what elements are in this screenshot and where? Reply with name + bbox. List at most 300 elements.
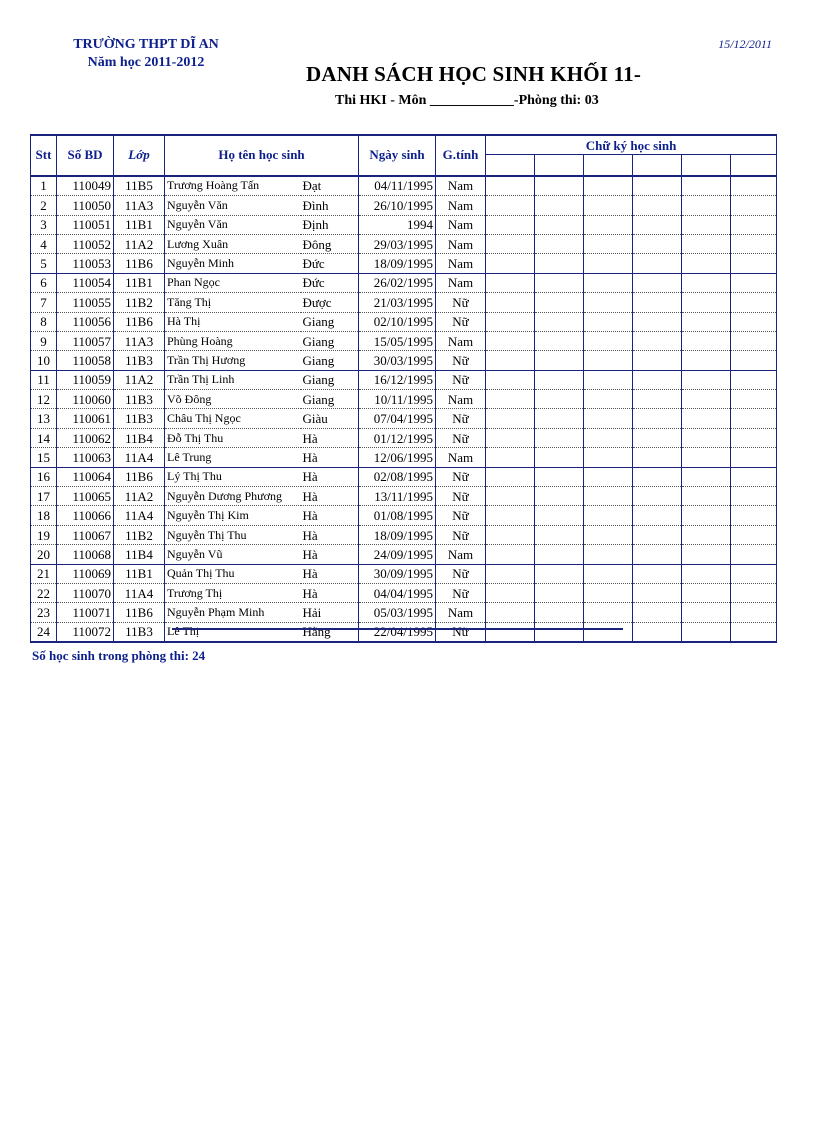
signature-cell[interactable] bbox=[486, 215, 535, 234]
table-row bbox=[31, 622, 777, 642]
signature-cell[interactable] bbox=[682, 487, 731, 506]
signature-cell[interactable] bbox=[633, 506, 682, 525]
cell-ngaysinh: 18/09/1995 bbox=[359, 525, 436, 544]
cell-sbd: 110063 bbox=[57, 448, 114, 467]
cell-sbd: 110071 bbox=[57, 603, 114, 622]
cell-gioitinh: Nữ bbox=[436, 487, 486, 506]
cell-gioitinh: Nam bbox=[436, 545, 486, 564]
signature-cell[interactable] bbox=[633, 622, 682, 642]
signature-cell[interactable] bbox=[535, 622, 584, 642]
signature-cell[interactable] bbox=[486, 487, 535, 506]
signature-cell[interactable] bbox=[584, 254, 633, 273]
cell-stt: 3 bbox=[31, 215, 57, 234]
signature-cell[interactable] bbox=[633, 467, 682, 486]
cell-sbd: 110062 bbox=[57, 428, 114, 447]
cell-ngaysinh: 22/04/1995 bbox=[359, 622, 436, 642]
signature-cell[interactable] bbox=[731, 409, 777, 428]
cell-stt: 11 bbox=[31, 370, 57, 389]
cell-gioitinh: Nữ bbox=[436, 428, 486, 447]
signature-cell[interactable] bbox=[486, 545, 535, 564]
cell-gioitinh: Nam bbox=[436, 196, 486, 215]
signature-cell[interactable] bbox=[633, 487, 682, 506]
cell-gioitinh: Nam bbox=[436, 603, 486, 622]
signature-cell[interactable] bbox=[535, 215, 584, 234]
signature-cell[interactable] bbox=[633, 331, 682, 350]
cell-gioitinh: Nữ bbox=[436, 564, 486, 583]
signature-cell[interactable] bbox=[535, 467, 584, 486]
cell-ngaysinh: 29/03/1995 bbox=[359, 234, 436, 253]
signature-cell[interactable] bbox=[486, 428, 535, 447]
cell-ten: Hà bbox=[301, 545, 359, 564]
school-header bbox=[58, 36, 234, 72]
cell-stt: 6 bbox=[31, 273, 57, 292]
signature-cell[interactable] bbox=[535, 487, 584, 506]
cell-lop: 11A3 bbox=[114, 196, 165, 215]
signature-cell[interactable] bbox=[535, 176, 584, 196]
cell-sbd: 110057 bbox=[57, 331, 114, 350]
signature-cell[interactable] bbox=[633, 196, 682, 215]
table-row bbox=[31, 312, 777, 331]
cell-ho: Nguyễn Văn bbox=[165, 196, 301, 215]
signature-cell[interactable] bbox=[633, 273, 682, 292]
signature-cell[interactable] bbox=[633, 583, 682, 602]
signature-cell[interactable] bbox=[731, 196, 777, 215]
table-row bbox=[31, 176, 777, 196]
signature-cell[interactable] bbox=[682, 545, 731, 564]
cell-ngaysinh: 24/09/1995 bbox=[359, 545, 436, 564]
cell-ho: Châu Thị Ngọc bbox=[165, 409, 301, 428]
cell-lop: 11B4 bbox=[114, 428, 165, 447]
signature-cell[interactable] bbox=[584, 448, 633, 467]
footer-rule bbox=[172, 628, 623, 630]
signature-cell[interactable] bbox=[633, 390, 682, 409]
cell-ten: Hà bbox=[301, 525, 359, 544]
cell-ho: Lê Trung bbox=[165, 448, 301, 467]
signature-cell[interactable] bbox=[535, 525, 584, 544]
signature-cell[interactable] bbox=[584, 370, 633, 389]
cell-ten: Đức bbox=[301, 254, 359, 273]
table-row bbox=[31, 370, 777, 389]
signature-cell[interactable] bbox=[486, 331, 535, 350]
signature-cell[interactable] bbox=[486, 448, 535, 467]
signature-cell[interactable] bbox=[584, 409, 633, 428]
cell-gioitinh: Nam bbox=[436, 215, 486, 234]
table-row bbox=[31, 196, 777, 215]
cell-ten: Giang bbox=[301, 312, 359, 331]
signature-cell[interactable] bbox=[486, 564, 535, 583]
cell-gioitinh: Nữ bbox=[436, 583, 486, 602]
cell-ngaysinh: 01/12/1995 bbox=[359, 428, 436, 447]
cell-ho: Trần Thị Linh bbox=[165, 370, 301, 389]
cell-sbd: 110070 bbox=[57, 583, 114, 602]
table-row bbox=[31, 603, 777, 622]
signature-cell[interactable] bbox=[486, 254, 535, 273]
cell-stt: 19 bbox=[31, 525, 57, 544]
cell-ngaysinh: 01/08/1995 bbox=[359, 506, 436, 525]
signature-cell[interactable] bbox=[535, 331, 584, 350]
cell-stt: 21 bbox=[31, 564, 57, 583]
signature-cell[interactable] bbox=[731, 312, 777, 331]
cell-ngaysinh: 30/03/1995 bbox=[359, 351, 436, 370]
signature-cell[interactable] bbox=[535, 370, 584, 389]
cell-stt: 9 bbox=[31, 331, 57, 350]
sig-subheader bbox=[486, 155, 535, 174]
cell-ten: Hà bbox=[301, 506, 359, 525]
cell-ngaysinh: 15/05/1995 bbox=[359, 331, 436, 350]
table-row bbox=[31, 487, 777, 506]
signature-cell[interactable] bbox=[486, 622, 535, 642]
cell-stt: 5 bbox=[31, 254, 57, 273]
cell-ngaysinh: 07/04/1995 bbox=[359, 409, 436, 428]
cell-sbd: 110055 bbox=[57, 293, 114, 312]
cell-ngaysinh: 30/09/1995 bbox=[359, 564, 436, 583]
table-row bbox=[31, 351, 777, 370]
signature-cell[interactable] bbox=[633, 564, 682, 583]
cell-stt: 18 bbox=[31, 506, 57, 525]
signature-cell[interactable] bbox=[486, 603, 535, 622]
table-row bbox=[31, 273, 777, 292]
cell-sbd: 110072 bbox=[57, 622, 114, 642]
cell-ho: Đỗ Thị Thu bbox=[165, 428, 301, 447]
table-row bbox=[31, 467, 777, 486]
signature-cell[interactable] bbox=[633, 603, 682, 622]
cell-stt: 20 bbox=[31, 545, 57, 564]
signature-cell[interactable] bbox=[584, 603, 633, 622]
cell-lop: 11B3 bbox=[114, 409, 165, 428]
cell-ngaysinh: 18/09/1995 bbox=[359, 254, 436, 273]
signature-cell[interactable] bbox=[731, 428, 777, 447]
cell-sbd: 110059 bbox=[57, 370, 114, 389]
signature-cell[interactable] bbox=[682, 448, 731, 467]
cell-gioitinh: Nữ bbox=[436, 506, 486, 525]
signature-cell[interactable] bbox=[584, 622, 633, 642]
signature-cell[interactable] bbox=[633, 409, 682, 428]
signature-cell[interactable] bbox=[584, 234, 633, 253]
signature-cell[interactable] bbox=[535, 564, 584, 583]
signature-cell[interactable] bbox=[682, 234, 731, 253]
signature-cell[interactable] bbox=[682, 409, 731, 428]
signature-cell[interactable] bbox=[682, 331, 731, 350]
signature-cell[interactable] bbox=[486, 312, 535, 331]
cell-ho: Trương Thị bbox=[165, 583, 301, 602]
table-row bbox=[31, 234, 777, 253]
signature-cell[interactable] bbox=[682, 467, 731, 486]
cell-sbd: 110056 bbox=[57, 312, 114, 331]
signature-cell[interactable] bbox=[731, 545, 777, 564]
signature-cell[interactable] bbox=[731, 176, 777, 196]
signature-cell[interactable] bbox=[682, 564, 731, 583]
signature-cell[interactable] bbox=[584, 583, 633, 602]
signature-cell[interactable] bbox=[731, 273, 777, 292]
cell-gioitinh: Nữ bbox=[436, 293, 486, 312]
cell-lop: 11A2 bbox=[114, 487, 165, 506]
cell-ten: Hà bbox=[301, 428, 359, 447]
cell-ho: Trần Thị Hương bbox=[165, 351, 301, 370]
signature-cell[interactable] bbox=[535, 583, 584, 602]
signature-cell[interactable] bbox=[535, 351, 584, 370]
cell-lop: 11A3 bbox=[114, 331, 165, 350]
table-row bbox=[31, 293, 777, 312]
cell-ho: Trương Hoàng Tấn bbox=[165, 176, 301, 196]
cell-sbd: 110052 bbox=[57, 234, 114, 253]
sig-subheader bbox=[584, 155, 633, 174]
cell-ten: Đông bbox=[301, 234, 359, 253]
signature-cell[interactable] bbox=[731, 331, 777, 350]
cell-ten: Giàu bbox=[301, 409, 359, 428]
signature-cell[interactable] bbox=[584, 428, 633, 447]
signature-cell[interactable] bbox=[633, 312, 682, 331]
signature-cell[interactable] bbox=[682, 215, 731, 234]
table-row bbox=[31, 583, 777, 602]
cell-ten: Hằng bbox=[301, 622, 359, 642]
cell-ten: Hà bbox=[301, 448, 359, 467]
cell-stt: 1 bbox=[31, 176, 57, 196]
col-ngaysinh-header: Ngày sinh bbox=[359, 135, 436, 174]
cell-lop: 11B5 bbox=[114, 176, 165, 196]
signature-cell[interactable] bbox=[584, 196, 633, 215]
signature-cell[interactable] bbox=[584, 506, 633, 525]
cell-gioitinh: Nam bbox=[436, 273, 486, 292]
cell-sbd: 110051 bbox=[57, 215, 114, 234]
signature-cell[interactable] bbox=[633, 448, 682, 467]
signature-cell[interactable] bbox=[486, 506, 535, 525]
table-row bbox=[31, 525, 777, 544]
signature-cell[interactable] bbox=[731, 622, 777, 642]
cell-gioitinh: Nữ bbox=[436, 622, 486, 642]
cell-ten: Giang bbox=[301, 390, 359, 409]
cell-stt: 7 bbox=[31, 293, 57, 312]
cell-gioitinh: Nam bbox=[436, 331, 486, 350]
cell-lop: 11B1 bbox=[114, 215, 165, 234]
signature-cell[interactable] bbox=[731, 254, 777, 273]
signature-cell[interactable] bbox=[682, 583, 731, 602]
page-title: DANH SÁCH HỌC SINH KHỐI 11- bbox=[306, 62, 642, 86]
cell-ngaysinh: 04/11/1995 bbox=[359, 176, 436, 196]
signature-cell[interactable] bbox=[633, 176, 682, 196]
col-hoten-header: Họ tên học sinh bbox=[165, 135, 359, 174]
signature-cell[interactable] bbox=[584, 564, 633, 583]
signature-cell[interactable] bbox=[535, 293, 584, 312]
cell-stt: 22 bbox=[31, 583, 57, 602]
sig-subheader bbox=[535, 155, 584, 174]
signature-cell[interactable] bbox=[633, 370, 682, 389]
signature-cell[interactable] bbox=[682, 622, 731, 642]
signature-cell[interactable] bbox=[633, 525, 682, 544]
signature-cell[interactable] bbox=[731, 467, 777, 486]
cell-ho: Phan Ngọc bbox=[165, 273, 301, 292]
signature-cell[interactable] bbox=[584, 312, 633, 331]
signature-cell[interactable] bbox=[731, 293, 777, 312]
signature-cell[interactable] bbox=[584, 273, 633, 292]
signature-cell[interactable] bbox=[731, 525, 777, 544]
signature-cell[interactable] bbox=[535, 506, 584, 525]
signature-cell[interactable] bbox=[535, 428, 584, 447]
signature-cell[interactable] bbox=[682, 351, 731, 370]
cell-stt: 2 bbox=[31, 196, 57, 215]
signature-cell[interactable] bbox=[682, 254, 731, 273]
signature-cell[interactable] bbox=[584, 293, 633, 312]
page-subtitle: Thi HKI - Môn ____________-Phòng thi: 03 bbox=[335, 93, 599, 108]
signature-cell[interactable] bbox=[731, 390, 777, 409]
signature-cell[interactable] bbox=[633, 293, 682, 312]
signature-cell[interactable] bbox=[584, 331, 633, 350]
signature-cell[interactable] bbox=[486, 176, 535, 196]
cell-stt: 12 bbox=[31, 390, 57, 409]
cell-sbd: 110065 bbox=[57, 487, 114, 506]
signature-cell[interactable] bbox=[731, 603, 777, 622]
signature-cell[interactable] bbox=[486, 293, 535, 312]
cell-ten: Định bbox=[301, 215, 359, 234]
signature-cell[interactable] bbox=[633, 215, 682, 234]
cell-ten: Hải bbox=[301, 603, 359, 622]
cell-lop: 11B1 bbox=[114, 564, 165, 583]
signature-cell[interactable] bbox=[731, 506, 777, 525]
cell-lop: 11A4 bbox=[114, 448, 165, 467]
signature-cell[interactable] bbox=[633, 351, 682, 370]
signature-cell[interactable] bbox=[486, 351, 535, 370]
cell-gioitinh: Nữ bbox=[436, 351, 486, 370]
signature-cell[interactable] bbox=[633, 234, 682, 253]
signature-cell[interactable] bbox=[682, 506, 731, 525]
cell-lop: 11B6 bbox=[114, 467, 165, 486]
cell-stt: 4 bbox=[31, 234, 57, 253]
signature-cell[interactable] bbox=[731, 215, 777, 234]
signature-cell[interactable] bbox=[486, 390, 535, 409]
signature-cell[interactable] bbox=[486, 525, 535, 544]
signature-cell[interactable] bbox=[682, 390, 731, 409]
signature-cell[interactable] bbox=[535, 312, 584, 331]
signature-cell[interactable] bbox=[633, 428, 682, 447]
school-name: TRƯỜNG THPT DĨ AN bbox=[73, 37, 219, 52]
signature-cell[interactable] bbox=[682, 525, 731, 544]
cell-lop: 11A4 bbox=[114, 583, 165, 602]
signature-cell[interactable] bbox=[682, 312, 731, 331]
signature-cell[interactable] bbox=[584, 176, 633, 196]
cell-ngaysinh: 02/08/1995 bbox=[359, 467, 436, 486]
signature-cell[interactable] bbox=[731, 564, 777, 583]
signature-cell[interactable] bbox=[682, 428, 731, 447]
signature-cell[interactable] bbox=[682, 176, 731, 196]
cell-sbd: 110049 bbox=[57, 176, 114, 196]
signature-cell[interactable] bbox=[486, 196, 535, 215]
cell-lop: 11A2 bbox=[114, 370, 165, 389]
cell-lop: 11B6 bbox=[114, 254, 165, 273]
signature-cell[interactable] bbox=[584, 487, 633, 506]
signature-cell[interactable] bbox=[584, 390, 633, 409]
cell-ho: Nguyễn Vũ bbox=[165, 545, 301, 564]
table-row bbox=[31, 448, 777, 467]
cell-ngaysinh: 16/12/1995 bbox=[359, 370, 436, 389]
signature-cell[interactable] bbox=[633, 545, 682, 564]
cell-ten: Hà bbox=[301, 583, 359, 602]
signature-cell[interactable] bbox=[535, 545, 584, 564]
col-gtinh-header: G.tính bbox=[436, 135, 486, 174]
student-table bbox=[30, 134, 777, 643]
school-year: Năm học 2011-2012 bbox=[87, 55, 205, 70]
cell-ngaysinh: 1994 bbox=[359, 215, 436, 234]
cell-lop: 11A2 bbox=[114, 234, 165, 253]
cell-sbd: 110061 bbox=[57, 409, 114, 428]
sig-subheader bbox=[633, 155, 682, 174]
signature-cell[interactable] bbox=[731, 487, 777, 506]
cell-lop: 11B3 bbox=[114, 622, 165, 642]
cell-ngaysinh: 26/10/1995 bbox=[359, 196, 436, 215]
signature-cell[interactable] bbox=[682, 293, 731, 312]
signature-cell[interactable] bbox=[633, 254, 682, 273]
signature-cell[interactable] bbox=[535, 273, 584, 292]
signature-cell[interactable] bbox=[584, 467, 633, 486]
cell-ho: Nguyễn Dương Phương bbox=[165, 487, 301, 506]
signature-cell[interactable] bbox=[584, 525, 633, 544]
cell-ten: Hà bbox=[301, 564, 359, 583]
signature-cell[interactable] bbox=[682, 370, 731, 389]
signature-cell[interactable] bbox=[731, 351, 777, 370]
signature-cell[interactable] bbox=[535, 448, 584, 467]
signature-cell[interactable] bbox=[535, 234, 584, 253]
signature-cell[interactable] bbox=[682, 273, 731, 292]
cell-gioitinh: Nữ bbox=[436, 312, 486, 331]
table-row bbox=[31, 428, 777, 447]
cell-lop: 11B4 bbox=[114, 545, 165, 564]
signature-cell[interactable] bbox=[486, 409, 535, 428]
cell-ten: Hà bbox=[301, 467, 359, 486]
signature-cell[interactable] bbox=[486, 370, 535, 389]
signature-cell[interactable] bbox=[535, 603, 584, 622]
signature-cell[interactable] bbox=[535, 390, 584, 409]
cell-ho: Nguyễn Văn bbox=[165, 215, 301, 234]
print-date: 15/12/2011 bbox=[718, 37, 772, 51]
signature-cell[interactable] bbox=[486, 234, 535, 253]
cell-stt: 16 bbox=[31, 467, 57, 486]
signature-cell[interactable] bbox=[584, 545, 633, 564]
cell-gioitinh: Nam bbox=[436, 254, 486, 273]
cell-gioitinh: Nữ bbox=[436, 370, 486, 389]
cell-stt: 17 bbox=[31, 487, 57, 506]
student-count: Số học sinh trong phòng thi: 24 bbox=[32, 648, 206, 663]
table-row bbox=[31, 409, 777, 428]
signature-cell[interactable] bbox=[535, 254, 584, 273]
signature-cell[interactable] bbox=[584, 215, 633, 234]
cell-ho: Tăng Thị bbox=[165, 293, 301, 312]
table-row bbox=[31, 506, 777, 525]
signature-cell[interactable] bbox=[535, 196, 584, 215]
cell-ten: Giang bbox=[301, 351, 359, 370]
signature-cell[interactable] bbox=[584, 351, 633, 370]
signature-cell[interactable] bbox=[731, 583, 777, 602]
student-rows bbox=[31, 176, 777, 642]
signature-cell[interactable] bbox=[731, 234, 777, 253]
signature-cell[interactable] bbox=[486, 583, 535, 602]
cell-ngaysinh: 10/11/1995 bbox=[359, 390, 436, 409]
signature-cell[interactable] bbox=[682, 196, 731, 215]
signature-cell[interactable] bbox=[682, 603, 731, 622]
cell-lop: 11A4 bbox=[114, 506, 165, 525]
cell-lop: 11B6 bbox=[114, 603, 165, 622]
signature-cell[interactable] bbox=[535, 409, 584, 428]
table-row bbox=[31, 254, 777, 273]
cell-ngaysinh: 12/06/1995 bbox=[359, 448, 436, 467]
signature-cell[interactable] bbox=[731, 370, 777, 389]
cell-ngaysinh: 21/03/1995 bbox=[359, 293, 436, 312]
cell-gioitinh: Nam bbox=[436, 234, 486, 253]
signature-cell[interactable] bbox=[731, 448, 777, 467]
sig-subheader bbox=[682, 155, 731, 174]
signature-cell[interactable] bbox=[486, 467, 535, 486]
sig-subheader bbox=[731, 155, 777, 174]
signature-cell[interactable] bbox=[486, 273, 535, 292]
cell-gioitinh: Nam bbox=[436, 176, 486, 196]
cell-sbd: 110053 bbox=[57, 254, 114, 273]
